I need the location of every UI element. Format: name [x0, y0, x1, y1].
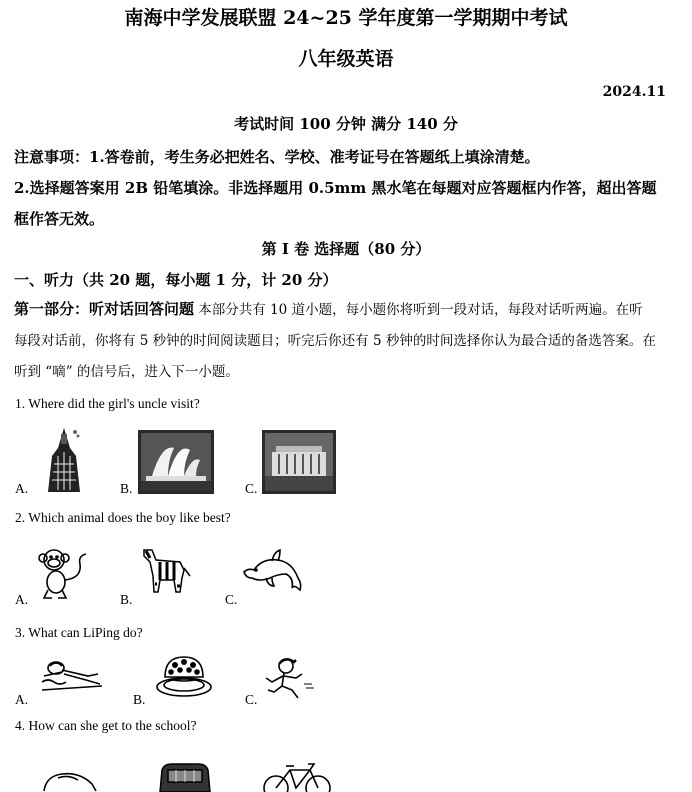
exam-subject: 八年级英语: [298, 48, 394, 70]
monkey-image: [36, 546, 92, 602]
notes-line-1: [14, 146, 540, 167]
swimming-image: [40, 658, 104, 694]
notes-text-1: 1.答卷前，考生务必把姓名、学校、准考证号在答题纸上填涂清楚。: [89, 148, 540, 166]
question-3: 3. What can LiPing do?: [15, 625, 143, 640]
option-3-a: A.: [15, 692, 29, 707]
option-1-a: A.: [15, 481, 29, 496]
option-1-b: B.: [120, 481, 133, 496]
section-listening-title: 一、听力（共 20 题，每小题 1 分，计 20 分）: [14, 271, 338, 289]
building-image: [262, 430, 336, 494]
exam-time-score: 考试时间 100 分钟 满分 140 分: [234, 115, 458, 133]
option-2-b: B.: [120, 592, 133, 607]
dolphin-image: [242, 548, 304, 594]
opera-house-image: [138, 430, 214, 494]
option-3-b: B.: [133, 692, 146, 707]
exam-date: 2024.11: [602, 84, 666, 100]
option-3-c: C.: [245, 692, 258, 707]
tower-image: [44, 426, 84, 494]
part1-instruction-line-3: 听到 “嘀” 的信号后，进入下一小题。: [14, 364, 239, 380]
zebra-image: [140, 546, 192, 596]
bus-image: [156, 762, 214, 792]
running-image: [260, 656, 316, 700]
notes-line-3: 框作答无效。: [14, 210, 105, 228]
question-2: 2. Which animal does the boy like best?: [15, 510, 231, 525]
option-2-a: A.: [15, 592, 29, 607]
bike-image: [262, 760, 332, 792]
question-4: 4. How can she get to the school?: [15, 718, 197, 733]
notes-label: 注意事项：: [14, 148, 90, 166]
part1-instruction-line-2: 每段对话前，你将有 5 秒钟的时间阅读题目；听完后你还有 5 秒钟的时间选择你认为最合适的备选答案。在: [14, 333, 656, 349]
part1-label: 第一部分：听对话回答问题: [14, 300, 195, 318]
notes-line-2: 2.选择题答案用 2B 铅笔填涂。非选择题用 0.5mm 黑水笔在每题对应答题框内作答，超出答题: [14, 179, 657, 197]
reading-image: [155, 655, 213, 697]
car-image: [40, 770, 100, 792]
part1-instruction-text: 本部分共有 10 道小题，每小题你将听到一段对话，每段对话听两遍。在听: [194, 302, 643, 318]
volume-title: 第 I 卷 选择题（80 分）: [261, 240, 431, 258]
part1-instruction-line-1: [14, 294, 643, 326]
exam-title: 南海中学发展联盟 24~25 学年度第一学期期中考试: [124, 7, 568, 29]
question-1: 1. Where did the girl's uncle visit?: [15, 396, 200, 411]
option-2-c: C.: [225, 592, 238, 607]
option-1-c: C.: [245, 481, 258, 496]
